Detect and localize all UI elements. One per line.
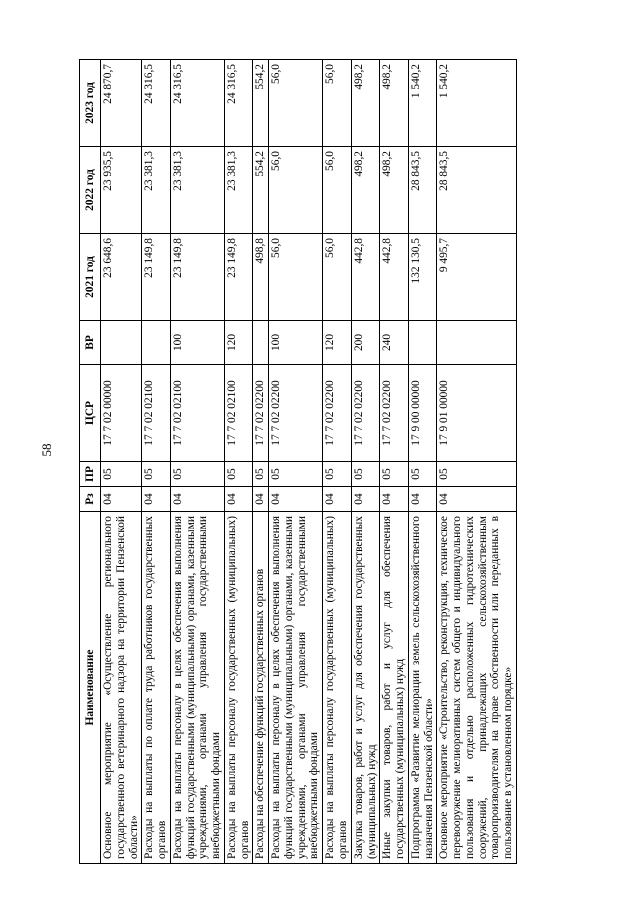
header-rz: Рз: [80, 487, 101, 512]
table-row: [253, 60, 269, 864]
row-csr: 17 7 02 02200: [380, 365, 409, 462]
row-name: Подпрограмма «Развитие мелиорации земель сельскохозяйственного назначения Пензенской области»: [408, 512, 437, 864]
row-pr: 05: [380, 462, 409, 487]
row-name: Расходы на выплаты персоналу в целях обеспечения выполнения функций государственными (муниципальными) органами, казенными учреждениями, органами управления государственными внебюджетными фондами: [170, 512, 224, 864]
header-vr: ВР: [80, 321, 101, 365]
row-pr: 05: [101, 462, 142, 487]
row-2023: 24 316,5: [224, 60, 253, 147]
table-row: [351, 60, 380, 864]
row-2022: 23 935,5: [101, 147, 142, 234]
row-name: Основное мероприятие «Строительство, реконструкция, техническое перевооружение мелиоративных систем общего и индивидуального пользования и отдельно расположенных гидротехнических сооружений, принадлежащих сельскохозяйственным товаропроизводителям на праве собственности или переданных в пользование в установленном порядке»: [437, 512, 517, 864]
table-row: [437, 60, 517, 864]
row-name: Расходы на выплаты по оплате труда работников государственных органов: [142, 512, 171, 864]
row-vr: [408, 321, 437, 365]
table-row: [101, 60, 142, 864]
table-row: [408, 60, 437, 864]
row-rz: 04: [253, 487, 269, 512]
row-vr: 240: [380, 321, 409, 365]
row-2023: 498,2: [351, 60, 380, 147]
row-pr: 05: [351, 462, 380, 487]
row-2023: 1 540,2: [437, 60, 517, 147]
row-pr: 05: [253, 462, 269, 487]
row-2022: 28 843,5: [408, 147, 437, 234]
row-csr: 17 9 00 00000: [408, 365, 437, 462]
row-vr: [437, 321, 517, 365]
row-csr: 17 9 01 00000: [437, 365, 517, 462]
row-2021: 56,0: [269, 234, 323, 321]
row-2022: 498,2: [351, 147, 380, 234]
row-2023: 24 870,7: [101, 60, 142, 147]
row-2021: 442,8: [380, 234, 409, 321]
row-2022: 23 381,3: [224, 147, 253, 234]
row-2022: 554,2: [253, 147, 269, 234]
row-2021: 23 648,6: [101, 234, 142, 321]
row-name: Расходы на выплаты персоналу государственных (муниципальных) органов: [224, 512, 253, 864]
table-row: [380, 60, 409, 864]
row-2021: 23 149,8: [170, 234, 224, 321]
row-2023: 24 316,5: [142, 60, 171, 147]
row-rz: 04: [170, 487, 224, 512]
row-csr: 17 7 02 02100: [224, 365, 253, 462]
row-rz: 04: [380, 487, 409, 512]
table-row: [170, 60, 224, 864]
row-rz: 04: [224, 487, 253, 512]
row-2023: 1 540,2: [408, 60, 437, 147]
header-2023: 2023 год: [80, 60, 101, 147]
table-row: [323, 60, 352, 864]
row-2023: 498,2: [380, 60, 409, 147]
row-2023: 56,0: [323, 60, 352, 147]
row-2021: 23 149,8: [142, 234, 171, 321]
header-csr: ЦСР: [80, 365, 101, 462]
row-vr: [253, 321, 269, 365]
row-vr: 120: [323, 321, 352, 365]
row-2021: 442,8: [351, 234, 380, 321]
row-pr: 05: [437, 462, 517, 487]
row-2022: 23 381,3: [142, 147, 171, 234]
row-vr: 200: [351, 321, 380, 365]
row-name: Расходы на обеспечение функций государственных органов: [253, 512, 269, 864]
row-csr: 17 7 02 02200: [269, 365, 323, 462]
row-2021: 23 149,8: [224, 234, 253, 321]
row-pr: 05: [170, 462, 224, 487]
table-row: [142, 60, 171, 864]
row-vr: 100: [170, 321, 224, 365]
row-vr: 100: [269, 321, 323, 365]
row-pr: 05: [142, 462, 171, 487]
row-name: Основное мероприятие «Осуществление регионального государственного ветеринарного надзора на территории Пензенской области»: [101, 512, 142, 864]
table-row: [269, 60, 323, 864]
row-name: Расходы на выплаты персоналу государственных (муниципальных) органов: [323, 512, 352, 864]
row-pr: 05: [323, 462, 352, 487]
header-pr: ПР: [80, 462, 101, 487]
rotated-page: [79, 60, 596, 864]
page-number: 58: [39, 443, 54, 457]
row-csr: 17 7 02 02100: [170, 365, 224, 462]
row-rz: 04: [142, 487, 171, 512]
row-csr: 17 7 02 02200: [253, 365, 269, 462]
row-name: Расходы на выплаты персоналу в целях обеспечения выполнения функций государственными (муниципальными) органами, казенными учреждениями, органами управления государственными внебюджетными фондами: [269, 512, 323, 864]
row-2023: 56,0: [269, 60, 323, 147]
row-rz: 04: [437, 487, 517, 512]
row-name: Закупка товаров, работ и услуг для обеспечения государственных (муниципальных) нужд: [351, 512, 380, 864]
row-pr: 05: [224, 462, 253, 487]
header-2021: 2021 год: [80, 234, 101, 321]
row-2022: 56,0: [269, 147, 323, 234]
row-name: Иные закупки товаров, работ и услуг для обеспечения государственных (муниципальных) нужд: [380, 512, 409, 864]
row-csr: 17 7 02 02200: [323, 365, 352, 462]
row-vr: [101, 321, 142, 365]
row-2021: 56,0: [323, 234, 352, 321]
row-vr: 120: [224, 321, 253, 365]
row-2022: 498,2: [380, 147, 409, 234]
row-rz: 04: [269, 487, 323, 512]
row-pr: 05: [408, 462, 437, 487]
row-csr: 17 7 02 02100: [142, 365, 171, 462]
row-pr: 05: [269, 462, 323, 487]
header-name: Наименование: [80, 512, 101, 864]
row-2023: 554,2: [253, 60, 269, 147]
header-2022: 2022 год: [80, 147, 101, 234]
row-2021: 9 495,7: [437, 234, 517, 321]
row-2021: 132 130,5: [408, 234, 437, 321]
row-2022: 28 843,5: [437, 147, 517, 234]
row-2023: 24 316,5: [170, 60, 224, 147]
row-rz: 04: [351, 487, 380, 512]
row-2022: 56,0: [323, 147, 352, 234]
budget-table: [79, 59, 517, 864]
row-csr: 17 7 02 00000: [101, 365, 142, 462]
row-rz: 04: [323, 487, 352, 512]
row-2022: 23 381,3: [170, 147, 224, 234]
row-csr: 17 7 02 02200: [351, 365, 380, 462]
row-rz: 04: [101, 487, 142, 512]
row-2021: 498,8: [253, 234, 269, 321]
table-header-row: [80, 60, 101, 864]
row-vr: [142, 321, 171, 365]
row-rz: 04: [408, 487, 437, 512]
table-row: [224, 60, 253, 864]
